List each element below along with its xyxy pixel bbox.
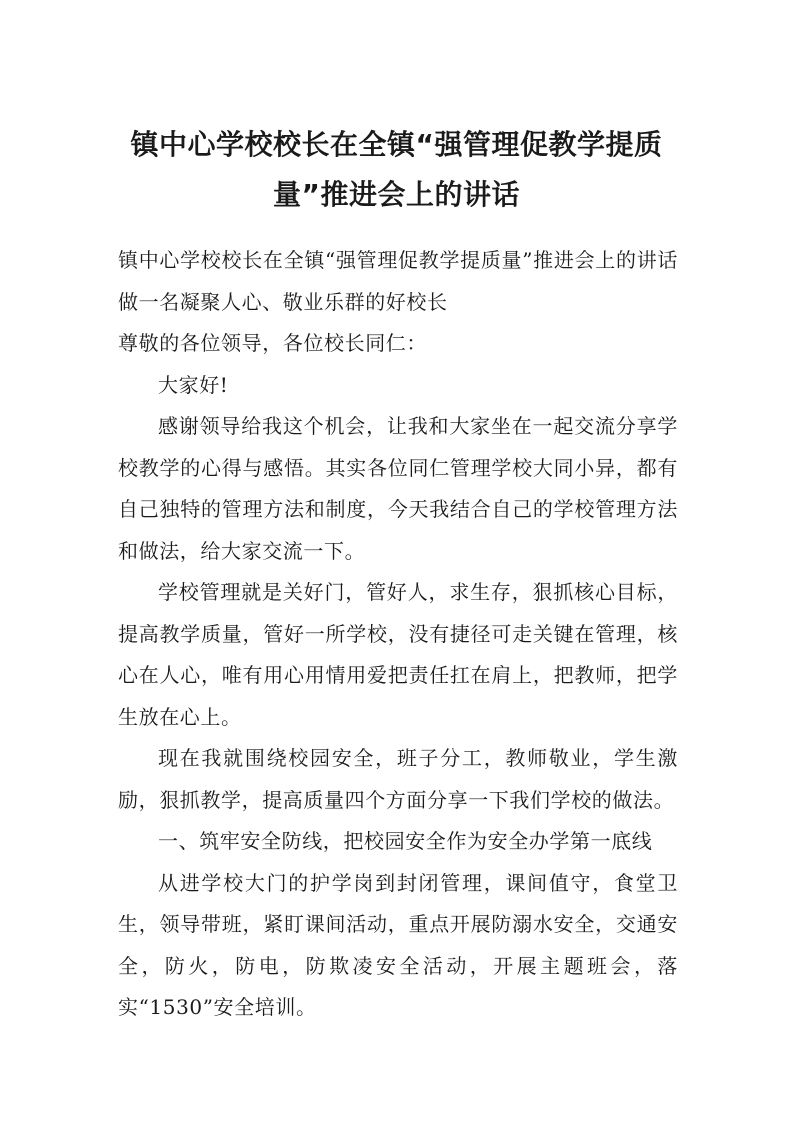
document-body: [118, 240, 678, 1029]
paragraph: 现在我就围绕校园安全，班子分工，教师敬业，学生激励，狠抓教学，提高质量四个方面分享一下我们学校的做法。: [118, 746, 678, 812]
section-heading: 一、筑牢安全防线，把校园安全作为安全办学第一底线: [158, 829, 653, 853]
paragraph: 大家好!: [158, 372, 229, 397]
paragraph: 镇中心学校校长在全镇“强管理促教学提质量”推进会上的讲话做一名凝聚人心、敬业乐群的好校长: [118, 248, 678, 314]
paragraph: 尊敬的各位领导，各位校长同仁：: [118, 331, 427, 355]
paragraph: 从进学校大门的护学岗到封闭管理，课间值守，食堂卫生，领导带班，紧盯课间活动，重点开展防溺水安全，交通安全，防火，防电，防欺凌安全活动，开展主题班会，落实“1530”安全培训。: [118, 870, 678, 1019]
paragraph: 感谢领导给我这个机会，让我和大家坐在一起交流分享学校教学的心得与感悟。其实各位同仁管理学校大同小异，都有自己独特的管理方法和制度，今天我结合自己的学校管理方法和做法，给大家交流一下。: [118, 414, 678, 563]
document-title: 镇中心学校校长在全镇“强管理促教学提质量”推进会上的讲话: [130, 128, 663, 211]
paragraph: 学校管理就是关好门，管好人，求生存，狠抓核心目标，提高教学质量，管好一所学校，没有捷径可走关键在管理，核心在人心，唯有用心用情用爱把责任扛在肩上，把教师，把学生放在心上。: [118, 580, 678, 729]
